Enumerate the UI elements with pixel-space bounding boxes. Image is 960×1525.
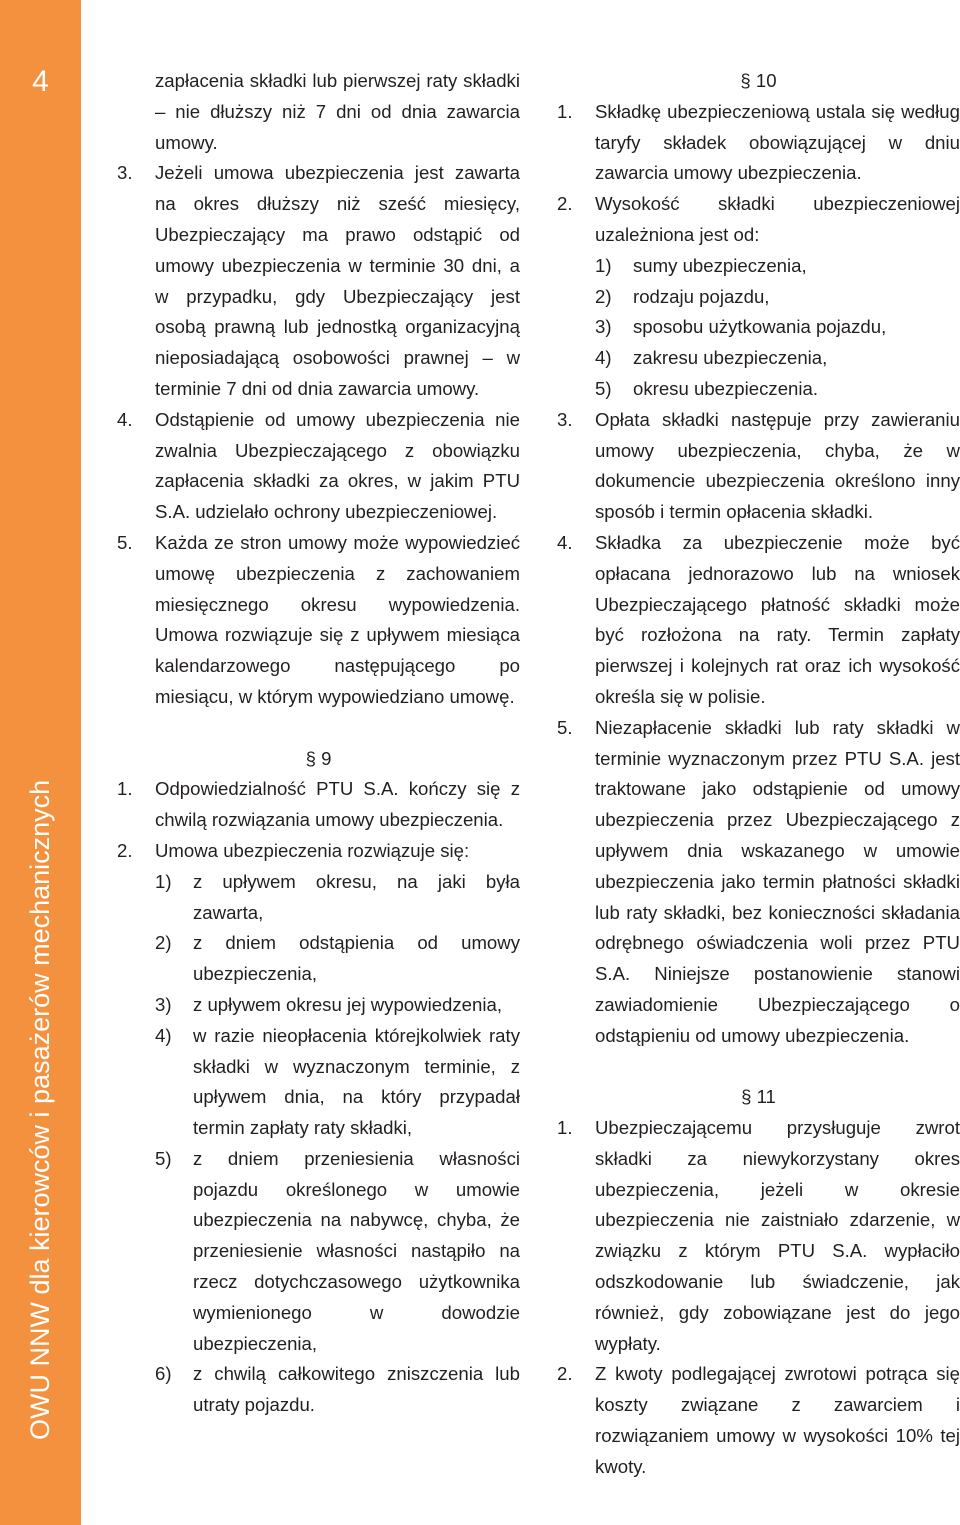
item-text: Każda ze stron umowy może wypowiedzieć umowę ubezpieczenia z zachowaniem miesięcznego okresu wypowiedzenia. Umowa rozwiązuje się z upływem miesiąca kalendarzowego następującego po miesiącu, w którym wypowiedziano umowę. bbox=[155, 531, 520, 707]
sub-item-text: z dniem przeniesienia własności pojazdu określonego w umowie ubezpieczenia na nabywcę, chyba, że przeniesienie własności nastąpiło na rzecz dotychczasowego użytkownika wymienionego w dowodzie ubezpieczenia, bbox=[193, 1147, 520, 1354]
continuation-text: zapłacenia składki lub pierwszej raty składki – nie dłuższy niż 7 dni od dnia zawarcia umowy. bbox=[155, 70, 520, 153]
sidebar bbox=[0, 0, 81, 1525]
item-number: 3. bbox=[557, 408, 573, 430]
paragraph-item bbox=[117, 774, 520, 836]
sub-item-number: 1) bbox=[155, 870, 172, 892]
section-heading: § 11 bbox=[741, 1086, 776, 1108]
item-number: 4. bbox=[557, 531, 573, 553]
item-text: Ubezpieczającemu przysługuje zwrot składki za niewykorzystany okres ubezpieczenia, jeżeli w okresie ubezpieczenia nie zaistniało zdarzenie, w związku z którym PTU S.A. wypłaciło odszkodowanie lub świadczenie, jak również, gdy zobowiązane jest do jego wypłaty. bbox=[595, 1117, 960, 1354]
sub-item bbox=[595, 312, 960, 343]
sub-item-number: 6) bbox=[155, 1363, 172, 1385]
document-title: OWU NNW dla kierowców i pasażerów mechanicznych bbox=[25, 779, 55, 1440]
item-text: Odpowiedzialność PTU S.A. kończy się z chwilą rozwiązania umowy ubezpieczenia. bbox=[155, 778, 520, 831]
item-text: Umowa ubezpieczenia rozwiązuje się: bbox=[155, 839, 470, 861]
item-number: 5. bbox=[117, 531, 133, 553]
item-body bbox=[155, 836, 520, 1421]
item-number: 5. bbox=[557, 716, 573, 738]
sub-item bbox=[155, 1021, 520, 1144]
sub-item bbox=[595, 282, 960, 313]
item-number: 1. bbox=[557, 100, 573, 122]
sub-item-number: 3) bbox=[595, 316, 612, 338]
item-number: 2. bbox=[117, 839, 133, 861]
sub-item-text: okresu ubezpieczenia. bbox=[633, 377, 819, 399]
item-number: 2. bbox=[557, 193, 573, 215]
sub-item-text: sumy ubezpieczenia, bbox=[633, 254, 807, 276]
sub-item bbox=[595, 251, 960, 282]
item-number: 4. bbox=[117, 408, 133, 430]
paragraph-item bbox=[557, 405, 960, 528]
section-heading: § 9 bbox=[305, 747, 332, 769]
section-heading: § 10 bbox=[740, 70, 777, 91]
item-number: 3. bbox=[117, 162, 133, 184]
item-body bbox=[595, 189, 960, 405]
sub-item-text: zakresu ubezpieczenia, bbox=[633, 347, 828, 369]
sub-item-text: sposobu użytkowania pojazdu, bbox=[633, 316, 887, 338]
sub-item-number: 4) bbox=[155, 1024, 172, 1046]
sub-item bbox=[155, 990, 520, 1021]
sub-item bbox=[155, 1359, 520, 1421]
item-number: 1. bbox=[557, 1117, 573, 1139]
sub-item bbox=[595, 343, 960, 374]
sub-item-text: z dniem odstąpienia od umowy ubezpieczenia, bbox=[193, 932, 520, 985]
sub-item-number: 5) bbox=[595, 377, 612, 399]
right-column bbox=[557, 66, 960, 1483]
paragraph-item bbox=[557, 189, 960, 405]
item-number: 1. bbox=[117, 778, 133, 800]
item-text: Opłata składki następuje przy zawieraniu umowy ubezpieczenia, chyba, że w dokumencie ubezpieczenia określono inny sposób i termin opłacenia składki. bbox=[595, 408, 960, 523]
item-text: Jeżeli umowa ubezpieczenia jest zawarta na okres dłuższy niż sześć miesięcy, Ubezpieczający ma prawo odstąpić od umowy ubezpieczenia w terminie 30 dni, a w przypadku, gdy Ubezpieczający jest osobą prawną lub jednostką organizacyjną nieposiadającą osobowości prawnej – w terminie 7 dni od dnia zawarcia umowy. bbox=[155, 162, 520, 399]
paragraph-item bbox=[557, 97, 960, 189]
sub-item bbox=[155, 928, 520, 990]
sub-item-text: z upływem okresu, na jaki była zawarta, bbox=[193, 870, 520, 923]
left-column bbox=[117, 66, 520, 1421]
page-number: 4 bbox=[32, 65, 49, 98]
paragraph-item bbox=[557, 1113, 960, 1359]
paragraph-item bbox=[557, 713, 960, 1052]
sub-item-text: w razie nieopłacenia którejkolwiek raty składki w wyznaczonym terminie, z upływem dnia, na który przypadał termin zapłaty raty składki, bbox=[193, 1024, 520, 1139]
sub-item-number: 3) bbox=[155, 993, 172, 1015]
sub-item-text: z chwilą całkowitego zniszczenia lub utraty pojazdu. bbox=[193, 1363, 520, 1416]
paragraph-item bbox=[117, 158, 520, 404]
sub-item bbox=[155, 1144, 520, 1360]
sub-item-number: 1) bbox=[595, 254, 612, 276]
sub-item-text: z upływem okresu jej wypowiedzenia, bbox=[193, 993, 503, 1015]
paragraph-item bbox=[557, 1359, 960, 1482]
paragraph-item bbox=[557, 528, 960, 713]
item-text: Wysokość składki ubezpieczeniowej uzależniona jest od: bbox=[595, 193, 960, 245]
item-text: Składka za ubezpieczenie może być opłacana jednorazowo lub na wniosek Ubezpieczającego płatność składki może być rozłożona na raty. Termin zapłaty pierwszej i kolejnych rat oraz ich wysokość określa się w polisie. bbox=[595, 531, 960, 707]
sub-item bbox=[155, 867, 520, 929]
sub-item-number: 5) bbox=[155, 1147, 172, 1169]
item-text: Składkę ubezpieczeniową ustala się według taryfy składek obowiązującej w dniu zawarcia umowy ubezpieczenia. bbox=[595, 100, 960, 184]
item-text: Z kwoty podlegającej zwrotowi potrąca się koszty związane z zawarciem i rozwiązaniem umowy w wysokości 10% tej kwoty. bbox=[595, 1363, 960, 1477]
paragraph-item bbox=[117, 405, 520, 528]
sub-item-number: 2) bbox=[155, 932, 172, 954]
sub-item-text: rodzaju pojazdu, bbox=[633, 285, 770, 307]
paragraph-item bbox=[117, 528, 520, 713]
item-text: Niezapłacenie składki lub raty składki w terminie wyznaczonym przez PTU S.A. jest traktowane jako odstąpienie od umowy ubezpieczenia przez Ubezpieczającego z upływem dnia wskazanego w umowie ubezpieczenia jako termin płatności składki lub raty składki, bez konieczności składania odrębnego oświadczenia woli przez PTU S.A. Niniejsze postanowienie stanowi zawiadomienie Ubezpieczającego o odstąpieniu od umowy ubezpieczenia. bbox=[595, 716, 960, 1046]
item-number: 2. bbox=[557, 1363, 573, 1385]
sub-item bbox=[595, 374, 960, 405]
item-text: Odstąpienie od umowy ubezpieczenia nie zwalnia Ubezpieczającego z obowiązku zapłacenia składki za okres, w jakim PTU S.A. udzielało ochrony ubezpieczeniowej. bbox=[155, 408, 520, 523]
sub-item-number: 2) bbox=[595, 285, 612, 307]
sub-item-number: 4) bbox=[595, 347, 612, 369]
paragraph-item bbox=[117, 836, 520, 1421]
